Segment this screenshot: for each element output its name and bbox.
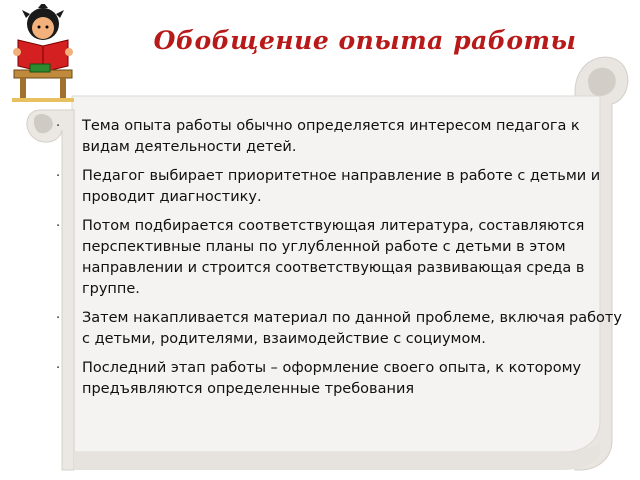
- bullet-dot: ·: [56, 311, 61, 326]
- bullet-dot: ·: [56, 361, 61, 376]
- list-item-text: Затем накапливается материал по данной проблеме, включая работу с детьми, родителями, взаимодействие с социумом.: [82, 310, 622, 347]
- bullet-dot: ·: [56, 169, 61, 184]
- reading-child-clipart: [8, 4, 78, 104]
- list-item-text: Тема опыта работы обычно определяется интересом педагога к видам деятельности детей.: [82, 118, 580, 155]
- list-item: [52, 116, 622, 158]
- bullet-dot: ·: [56, 119, 61, 134]
- bullet-dot: ·: [56, 219, 61, 234]
- list-item: [52, 216, 622, 300]
- list-item-text: Потом подбирается соответствующая литература, составляются перспективные планы по углубленной работе с детьми в этом направлении и строится соответствующая развивающая среда в группе.: [82, 218, 585, 297]
- slide-title: Обобщение опыта работы: [153, 26, 577, 55]
- bullet-list: [52, 116, 622, 408]
- list-item-text: Педагог выбирает приоритетное направление в работе с детьми и проводит диагностику.: [82, 168, 601, 205]
- list-item: [52, 166, 622, 208]
- list-item: [52, 308, 622, 350]
- list-item-text: Последний этап работы – оформление своего опыта, к которому предъявляются определенные требования: [82, 360, 582, 397]
- list-item: [52, 358, 622, 400]
